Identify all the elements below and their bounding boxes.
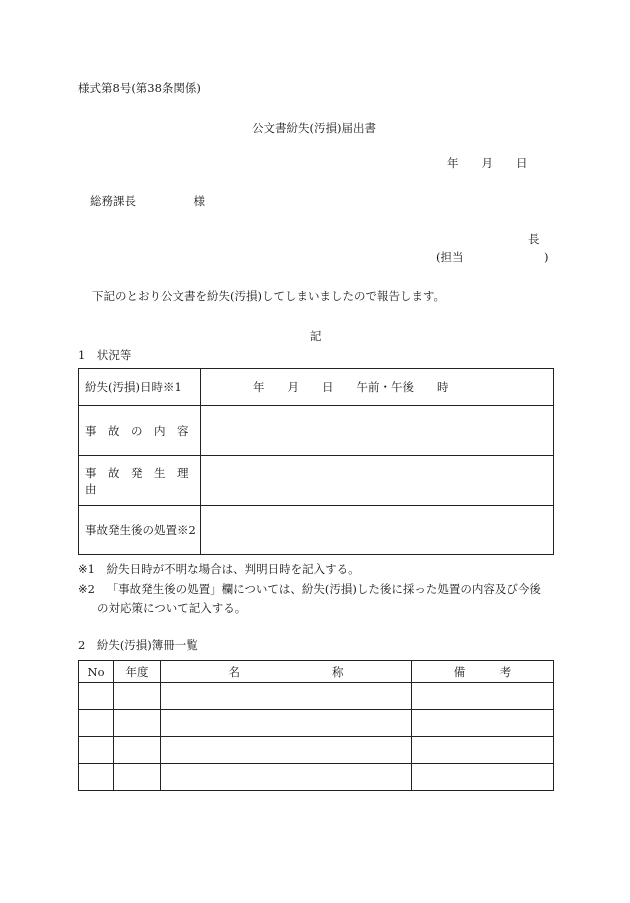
table-row (79, 456, 554, 506)
status-value (201, 406, 554, 456)
status-value (201, 506, 554, 555)
note-2 (78, 581, 541, 597)
table-cell (161, 764, 412, 791)
table-cell (114, 764, 161, 791)
table-cell (412, 764, 554, 791)
column-header-remarks: 備 考 (412, 661, 554, 683)
table-header-row (79, 661, 554, 683)
ki-heading: 記 (310, 329, 322, 343)
table-cell (114, 710, 161, 737)
table-cell (114, 683, 161, 710)
column-header-year: 年度 (114, 661, 161, 683)
status-label: 事故発生後の処置※2 (79, 506, 201, 555)
table-row (79, 764, 554, 791)
document-title: 公文書紛失(汚損)届出書 (252, 121, 376, 135)
table-cell (412, 710, 554, 737)
table-row (79, 369, 554, 406)
lost-volumes-table (78, 660, 554, 791)
table-row (79, 406, 554, 456)
sender-contact: (担当 ) (436, 250, 549, 264)
status-label: 事 故 発 生 理 由 (79, 456, 201, 506)
status-value (201, 456, 554, 506)
section2-heading: 2 紛失(汚損)簿冊一覧 (78, 638, 198, 652)
table-cell (79, 683, 114, 710)
table-row (79, 506, 554, 555)
table-cell (79, 737, 114, 764)
note-text: 紛失日時が不明な場合は、判明日時を記入する。 (106, 562, 360, 576)
column-header-no: No (79, 661, 114, 683)
intro-text: 下記のとおり公文書を紛失(汚損)してしまいましたので報告します。 (92, 289, 446, 303)
table-cell (79, 764, 114, 791)
column-header-name: 名 称 (161, 661, 412, 683)
status-table (78, 368, 554, 555)
date-line: 年 月 日 (447, 156, 528, 170)
table-cell (161, 683, 412, 710)
note-mark: ※2 (78, 582, 95, 596)
status-label: 事 故 の 内 容 (79, 406, 201, 456)
note-2-continued: の対応策について記入する。 (97, 601, 247, 615)
note-1 (78, 561, 360, 577)
table-row (79, 737, 554, 764)
table-cell (412, 683, 554, 710)
table-cell (161, 737, 412, 764)
table-cell (79, 710, 114, 737)
table-cell (412, 737, 554, 764)
table-cell (114, 737, 161, 764)
table-row (79, 710, 554, 737)
table-row (79, 683, 554, 710)
note-mark: ※1 (78, 562, 95, 576)
section1-heading: 1 状況等 (78, 348, 132, 362)
sender-title: 長 (528, 232, 540, 246)
note-text: 「事故発生後の処置」欄については、紛失(汚損)した後に採った処置の内容及び今後 (106, 582, 541, 596)
form-number-label: 様式第8号(第38条関係) (78, 81, 201, 95)
status-label: 紛失(汚損)日時※1 (79, 369, 201, 406)
table-cell (161, 710, 412, 737)
status-value: 年 月 日 午前・午後 時 (201, 369, 554, 406)
addressee: 総務課長 様 (90, 194, 205, 208)
